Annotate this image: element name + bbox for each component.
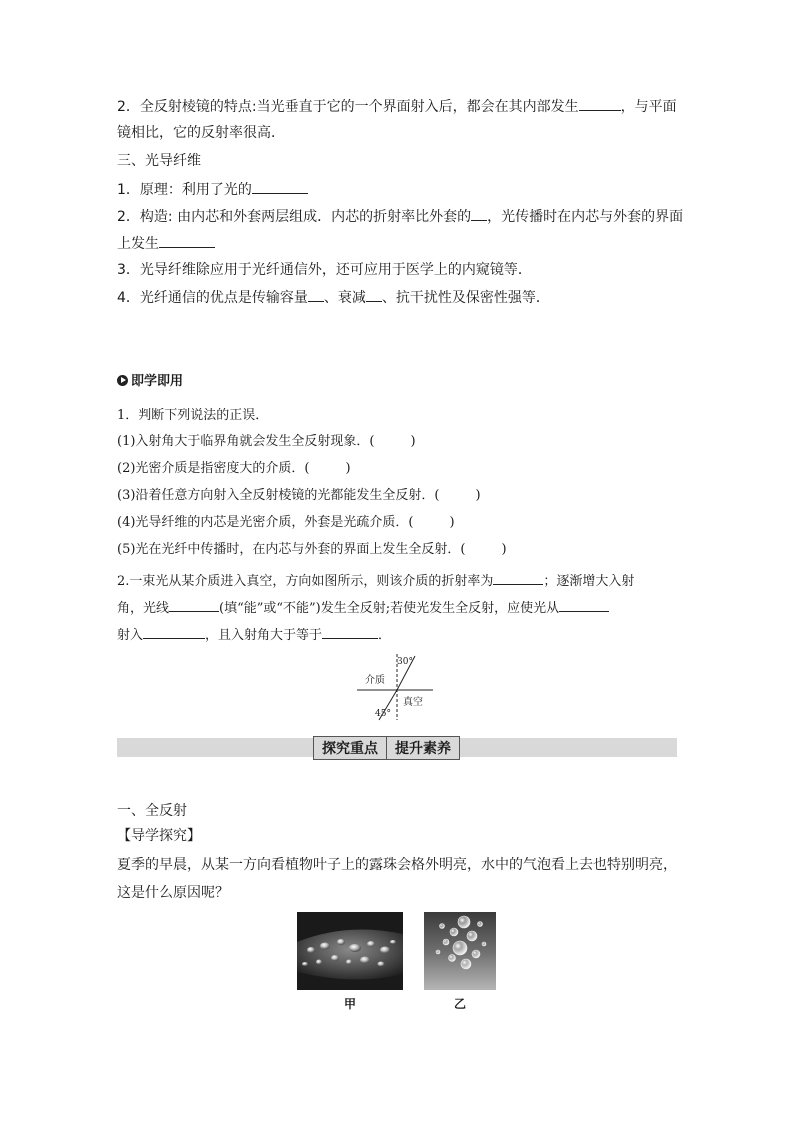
statement-1: (1)入射角大于临界角就会发生全反射现象．( ) (117, 434, 416, 449)
section-banner (313, 736, 460, 760)
question-2-line-2: 角，光线 (填“能”或“不能”)发生全反射;若使光发生全反射，应使光从 (117, 597, 609, 619)
answer-blank[interactable] (471, 206, 487, 221)
answer-blank[interactable] (169, 597, 219, 612)
answer-blank[interactable] (308, 287, 324, 302)
bubbles-photo (424, 912, 496, 990)
statement-4: (4)光导纤维的内芯是光密介质，外套是光疏介质．( ) (117, 515, 455, 530)
practice-heading: 即学即用 (117, 372, 183, 392)
inquiry-paragraph-line-2: 这是什么原因呢？ (117, 885, 229, 901)
answer-blank[interactable] (579, 96, 621, 111)
answer-blank[interactable] (366, 287, 382, 302)
item-2-line-1: 2．全反射棱镜的特点:当光垂直于它的一个界面射入后，都会在其内部发生 ，与平面 (117, 96, 677, 117)
dew-drops-photo (297, 912, 403, 990)
question-1: 1．判断下列说法的正误． (117, 408, 269, 423)
item-2-line-2: 镜相比，它的反射率很高． (117, 125, 285, 141)
answer-blank[interactable] (493, 570, 543, 585)
section-heading-optical-fiber: 三、光导纤维 (117, 153, 201, 169)
guided-inquiry-label: 【导学探究】 (117, 828, 201, 844)
angle-label-bottom: 45° (375, 709, 391, 719)
question-2-line-1: 2.一束光从某介质进入真空，方向如图所示，则该介质的折射率为 ；逐渐增大入射 (117, 570, 634, 592)
banner-right-label: 提升素养 (395, 741, 451, 757)
question-2-line-3: 射入 ，且入射角大于等于 ． (117, 624, 391, 646)
fiber-structure-line-1: 2．构造: 由内芯和外套两层组成．内芯的折射率比外套的 ，光传播时在内芯与外套的界面 (117, 206, 683, 227)
refraction-diagram (355, 652, 435, 722)
vacuum-label: 真空 (403, 697, 423, 708)
fiber-application: 3．光导纤维除应用于光纤通信外，还可应用于医学上的内窥镜等． (117, 262, 532, 278)
answer-blank[interactable] (559, 597, 609, 612)
fiber-structure-line-2: 上发生 (117, 233, 215, 254)
statement-2: (2)光密介质是指密度大的介质．( ) (117, 461, 351, 476)
photo-caption-b: 乙 (454, 997, 467, 1011)
banner-left-label: 探究重点 (322, 741, 378, 757)
play-circle-icon (117, 375, 128, 386)
answer-blank[interactable] (143, 624, 205, 639)
section-heading-total-reflection: 一、全反射 (117, 803, 187, 819)
fiber-principle: 1．原理：利用了光的 (117, 179, 308, 200)
inquiry-paragraph-line-1: 夏季的早晨，从某一方向看植物叶子上的露珠会格外明亮，水中的气泡看上去也特别明亮， (117, 857, 677, 873)
fiber-advantages: 4．光纤通信的优点是传输容量 、衰减 、抗干扰性及保密性强等． (117, 287, 550, 308)
photo-caption-a: 甲 (344, 997, 357, 1011)
answer-blank[interactable] (159, 233, 215, 248)
answer-blank[interactable] (252, 179, 308, 194)
angle-label-top: 30° (397, 657, 413, 667)
answer-blank[interactable] (322, 624, 378, 639)
statement-5: (5)光在光纤中传播时，在内芯与外套的界面上发生全反射．( ) (117, 542, 507, 557)
statement-3: (3)沿着任意方向射入全反射棱镜的光都能发生全反射．( ) (117, 488, 481, 503)
medium-label: 介质 (365, 675, 385, 686)
